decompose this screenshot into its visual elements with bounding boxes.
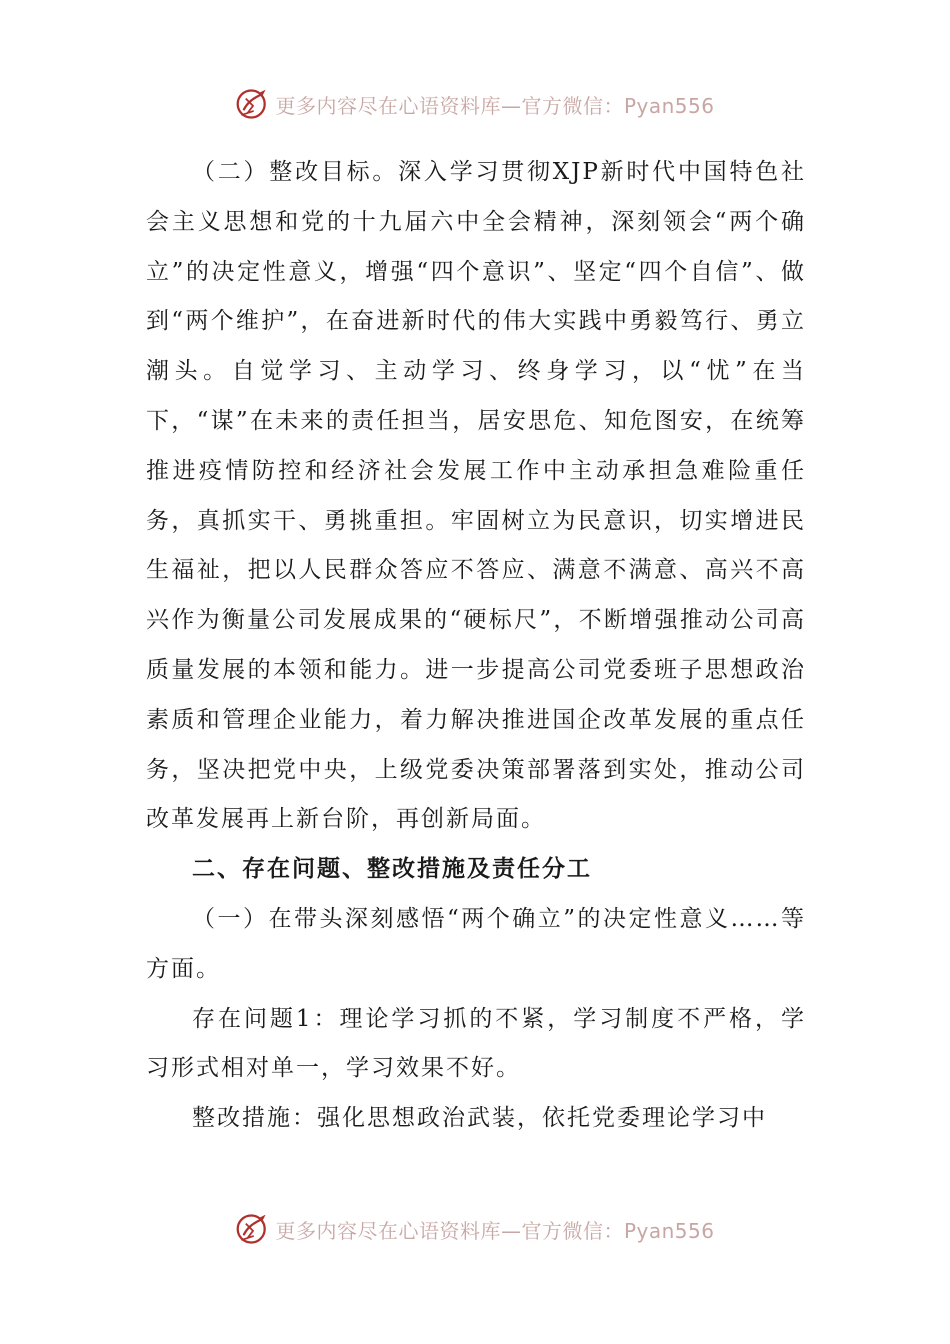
document-body — [146, 148, 806, 1144]
watermark-text: 更多内容尽在心语资料库—官方微信：Pyan556 — [275, 1218, 715, 1243]
paragraph-measures: 整改措施：强化思想政治武装，依托党委理论学习中 — [192, 1105, 767, 1132]
paragraph-rectification-goal: （二）整改目标。深入学习贯彻XJP新时代中国特色社会主义思想和党的十九届六中全会精神，深刻领会“两个确立”的决定性意义，增强“四个意识”、坚定“四个自信”、做到“两个维护”，在奋进新时代的伟大实践中勇毅笃行、勇立潮头。自觉学习、主动学习、终身学习，以“忧”在当下，“谋”在未来的责任担当，居安思危、知危图安，在统筹推进疫情防控和经济社会发展工作中主动承担急难险重任务，真抓实干、勇挑重担。牢固树立为民意识，切实增进民生福祉，把以人民群众答应不答应、满意不满意、高兴不高兴作为衡量公司发展成果的“硬标尺”，不断增强推动公司高质量发展的本领和能力。进一步提高公司党委班子思想政治素质和管理企业能力，着力解决推进国企改革发展的重点任务，坚决把党中央，上级党委决策部署落到实处，推动公司改革发展再上新台阶，再创新局面。 — [146, 159, 806, 833]
paragraph-subsection-one: （一）在带头深刻感悟“两个确立”的决定性意义……等方面。 — [146, 905, 806, 982]
book-pen-logo-icon — [235, 86, 271, 122]
watermark-text: 更多内容尽在心语资料库—官方微信：Pyan556 — [275, 93, 715, 118]
book-pen-logo-icon — [235, 1211, 271, 1247]
paragraph-problem-one: 存在问题1：理论学习抓的不紧，学习制度不严格，学习形式相对单一，学习效果不好。 — [146, 1005, 806, 1082]
watermark-header — [0, 82, 950, 126]
section-heading: 二、存在问题、整改措施及责任分工 — [192, 856, 592, 883]
watermark-footer — [0, 1207, 950, 1251]
